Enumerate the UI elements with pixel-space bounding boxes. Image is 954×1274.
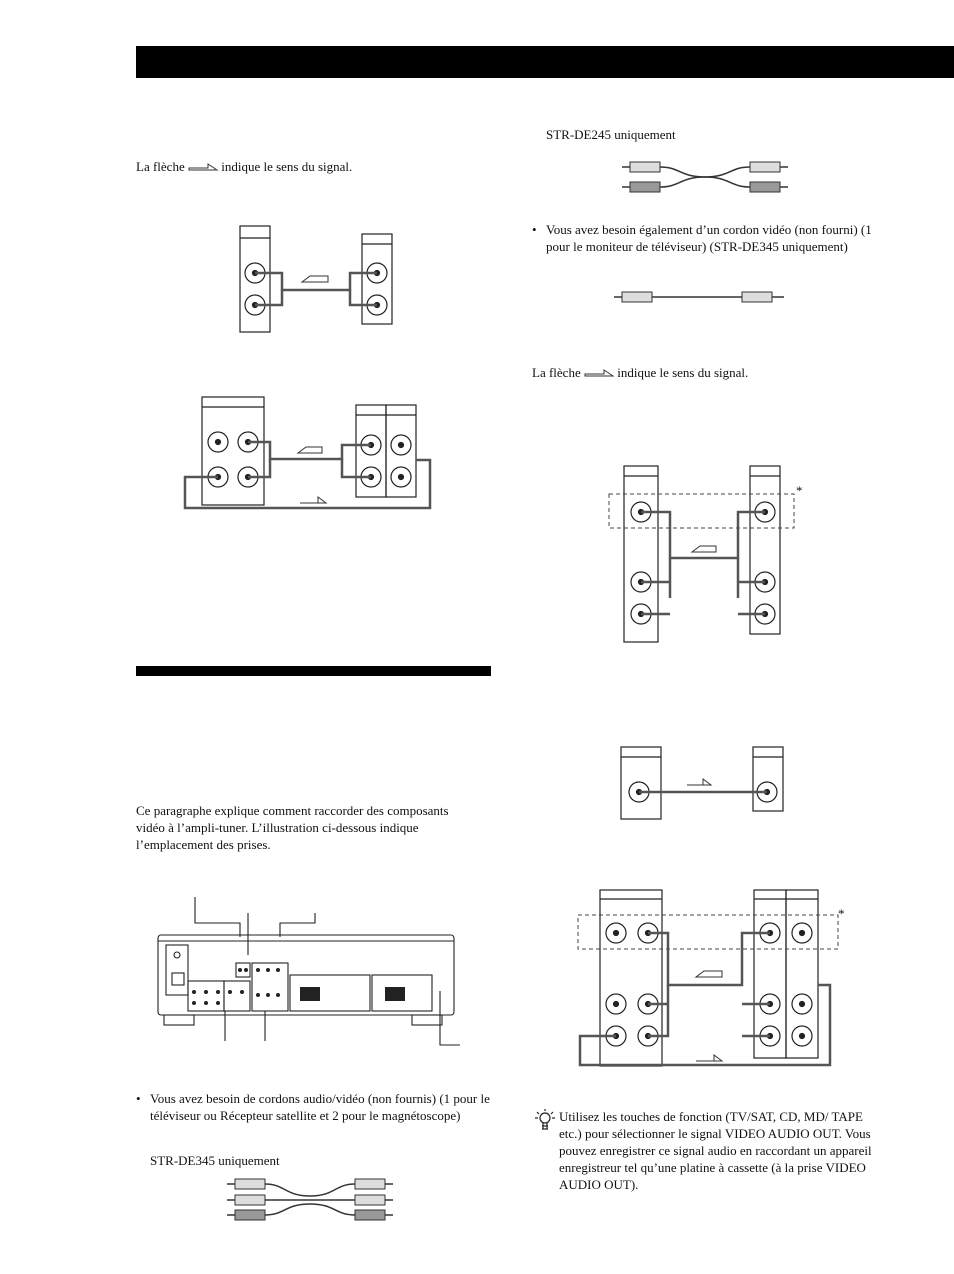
connection-diagram-2 [180,395,450,515]
intro-paragraph: Ce paragraphe explique comment raccorder des composants vidéo à l’ampli-tuner. L’illustration ci-dessous indique l’emplacement des prises. [136,803,449,852]
av-cord-2-plug [620,158,790,198]
bullet-cords: • Vous avez besoin de cordons audio/vidéo (non fournis) (1 pour le téléviseur ou Récepteur satellite et 2 pour le magnétoscope) [136,1091,490,1123]
signal-arrow-icon [584,369,614,378]
arrow-note-right: La flèche indique le sens du signal. [532,365,749,380]
signal-arrow-icon [188,163,218,172]
model-label-245: STR-DE245 uniquement [546,127,676,142]
bullet-video-cord: • Vous avez besoin également d’un cordon vidéo (non fourni) (1 pour le moniteur de téléviseur) (STR-DE345 uniquement) [532,222,872,254]
arrow-note-left: La flèche indique le sens du signal. [136,159,353,174]
star-mark-1: * [796,483,803,498]
tip-lightbulb-icon [534,1108,556,1132]
connection-diagram-4 [615,745,795,825]
tip-text: Utilisez les touches de fonction (TV/SAT, CD, MD/ TAPE etc.) pour sélectionner le signal VIDEO AUDIO OUT. Vous pouvez enregistrer ce signal audio en raccordant un appareil enregistreur tel qu’une platine à cassette (à la prise VIDEO AUDIO OUT). [559,1109,872,1192]
header-bar [136,46,954,78]
receiver-rear-panel [150,895,470,1055]
av-cord-3-plug [225,1176,395,1226]
star-mark-2: * [838,906,845,921]
connection-diagram-5 [576,885,846,1070]
model-label-345: STR-DE345 uniquement [150,1153,280,1168]
section-bar [136,666,491,676]
connection-diagram-3 [600,460,820,650]
connection-diagram-1 [230,220,410,340]
video-cord [612,288,792,308]
